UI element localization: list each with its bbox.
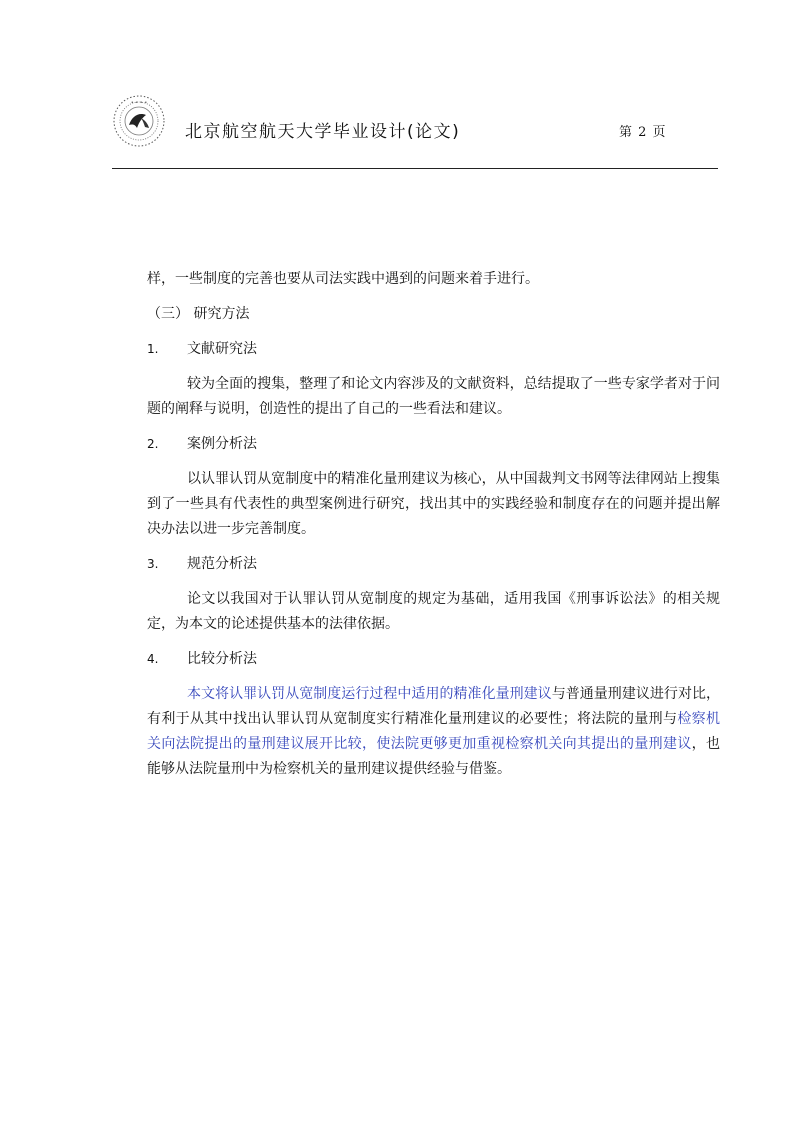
method-heading-2 <box>147 432 720 457</box>
method-title: 案例分析法 <box>187 436 257 452</box>
method-heading-1 <box>147 337 720 362</box>
highlighted-text: 本文将认罪认罚从宽制度运行过程中适用的精准化量刑建议 <box>187 686 552 702</box>
plain-text: 与普通量刑建议进行对比，有利于从其中找出认罪认罚从宽制度实行精准化量刑建议的必要性；将法院的量刑与 <box>147 686 720 727</box>
section-heading: （三） 研究方法 <box>147 306 250 322</box>
method-title: 规范分析法 <box>187 556 257 572</box>
method-number: 3. <box>147 557 159 571</box>
svg-text:• • • •: • • • • <box>130 100 148 106</box>
method-number: 4. <box>147 652 159 666</box>
document-body <box>147 267 720 792</box>
method-heading-3 <box>147 552 720 577</box>
method-paragraph-3: 论文以我国对于认罪认罚从宽制度的规定为基础，适用我国《刑事诉讼法》的相关规定，为本文的论述提供基本的法律依据。 <box>147 591 720 632</box>
method-paragraph-4 <box>147 682 720 782</box>
highlighted-text: 检察机关向法院提出的量刑建议展开比较，使法院更够更加重视检察机关向其提出的量刑建议 <box>147 711 721 752</box>
page-header <box>112 92 718 168</box>
continuation-paragraph: 样，一些制度的完善也要从司法实践中遇到的问题来着手进行。 <box>147 271 539 287</box>
header-divider <box>112 168 718 169</box>
university-seal-icon <box>112 94 166 148</box>
page-number: 第 2 页 <box>619 125 667 140</box>
header-title: 北京航空航天大学毕业设计(论文) <box>185 122 461 142</box>
method-heading-4 <box>147 647 720 672</box>
method-paragraph-1: 较为全面的搜集，整理了和论文内容涉及的文献资料，总结提取了一些专家学者对于问题的阐释与说明，创造性的提出了自己的一些看法和建议。 <box>147 376 720 417</box>
method-title: 比较分析法 <box>187 651 257 667</box>
method-title: 文献研究法 <box>187 341 257 357</box>
method-number: 2. <box>147 437 159 451</box>
plain-text: ，也能够从法院量刑中为检察机关的量刑建议提供经验与借鉴。 <box>147 736 721 777</box>
method-number: 1. <box>147 342 159 356</box>
method-paragraph-2: 以认罪认罚从宽制度中的精准化量刑建议为核心，从中国裁判文书网等法律网站上搜集到了一些具有代表性的典型案例进行研究，找出其中的实践经验和制度存在的问题并提出解决办法以进一步完善制度。 <box>147 471 720 537</box>
